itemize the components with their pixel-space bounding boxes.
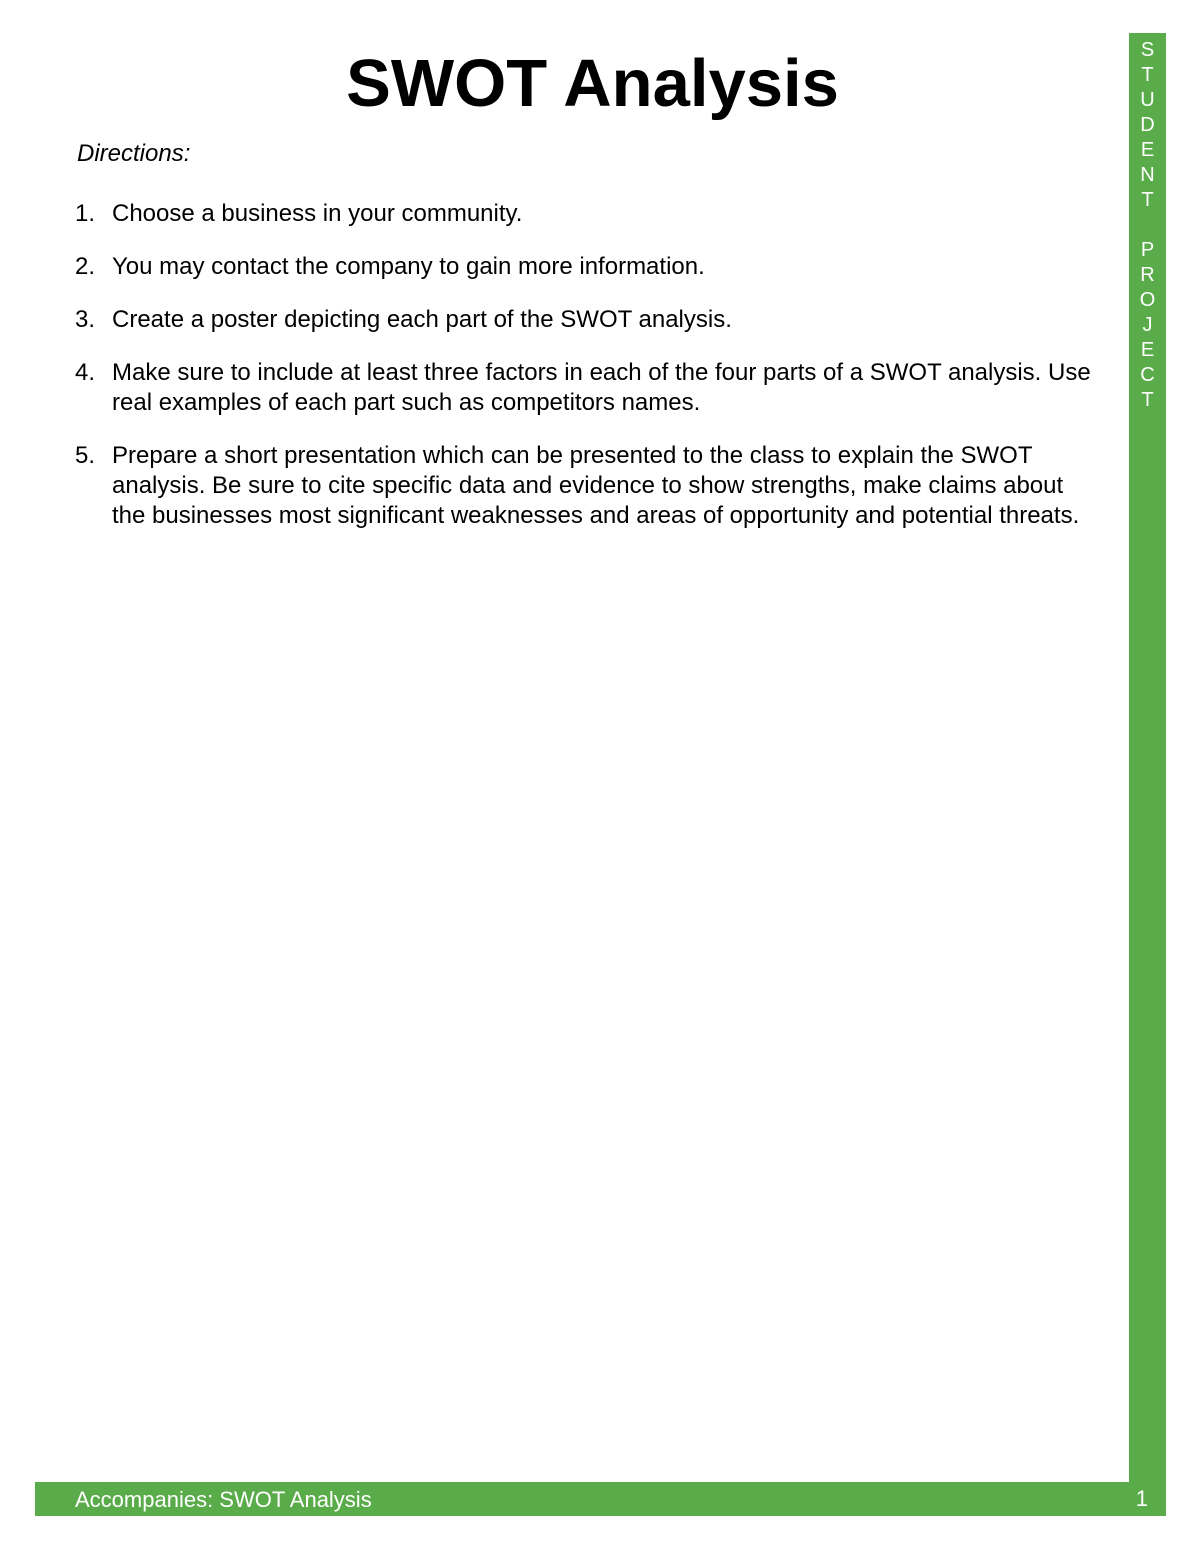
step-text: Choose a business in your community. <box>112 200 523 227</box>
list-item <box>75 305 1095 335</box>
step-text: Create a poster depicting each part of the SWOT analysis. <box>112 306 732 333</box>
list-item <box>75 252 1095 282</box>
page-title: SWOT Analysis <box>346 46 839 121</box>
sidebar-letter: U <box>1140 89 1155 111</box>
sidebar-letter: P <box>1140 239 1155 261</box>
page-number: 1 <box>1135 1486 1148 1511</box>
side-bar <box>1129 33 1166 1483</box>
list-item <box>75 199 1095 229</box>
sidebar-letter: D <box>1140 114 1155 136</box>
sidebar-letter: N <box>1140 164 1155 186</box>
step-text: Prepare a short presentation which can be presented to the class to explain the SWOT analysis. Be sure to cite specific data and evidence to show strengths, make claims about the businesses most significant weaknesses and areas of opportunity and potential threats. <box>112 442 1080 529</box>
sidebar-letter: O <box>1139 289 1156 311</box>
step-number: 5. <box>75 442 96 469</box>
sidebar-letter <box>1129 213 1166 238</box>
directions-label: Directions: <box>77 140 191 167</box>
step-number: 3. <box>75 306 96 333</box>
sidebar-letter: S <box>1140 39 1155 61</box>
footer-accompanies-text: Accompanies: SWOT Analysis <box>75 1487 372 1512</box>
step-number: 4. <box>75 359 96 386</box>
step-number: 1. <box>75 200 96 227</box>
sidebar-letter: C <box>1140 364 1155 386</box>
student-project-label <box>1129 38 1166 413</box>
sidebar-letter: T <box>1141 64 1154 86</box>
sidebar-letter: J <box>1142 314 1153 336</box>
sidebar-letter: E <box>1140 339 1155 361</box>
step-text: Make sure to include at least three factors in each of the four parts of a SWOT analysis. Use real examples of each part such as competitors names. <box>112 359 1091 416</box>
footer-bar <box>35 1482 1166 1516</box>
list-item <box>75 441 1095 531</box>
step-text: You may contact the company to gain more information. <box>112 253 705 280</box>
sidebar-letter: R <box>1140 264 1155 286</box>
directions-list <box>75 199 1095 554</box>
list-item <box>75 358 1095 418</box>
sidebar-letter: T <box>1141 389 1154 411</box>
step-number: 2. <box>75 253 96 280</box>
sidebar-letter: T <box>1141 189 1154 211</box>
sidebar-letter: E <box>1140 139 1155 161</box>
